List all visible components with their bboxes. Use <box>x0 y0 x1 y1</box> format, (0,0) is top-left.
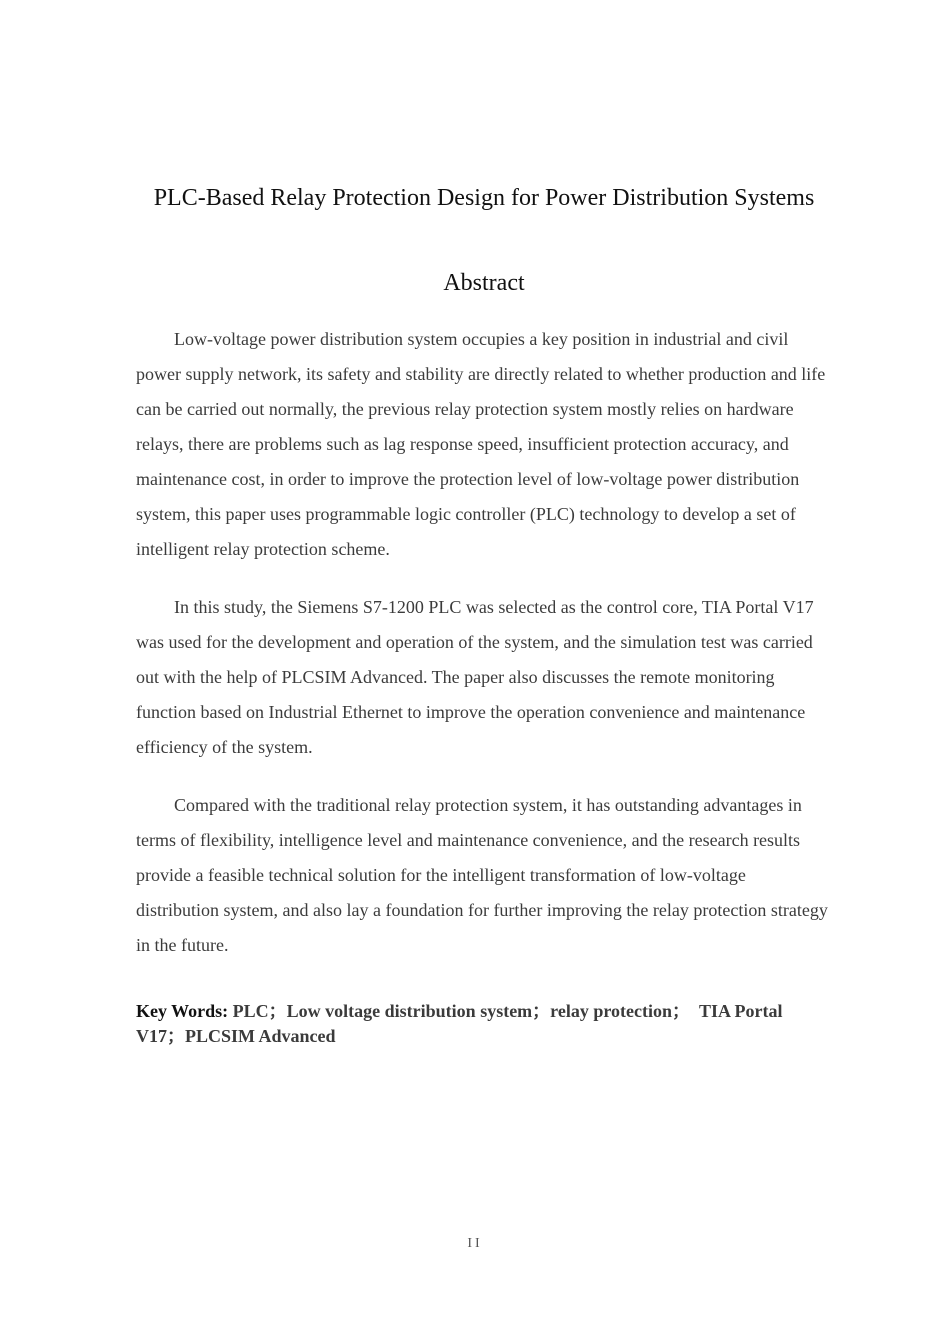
abstract-body <box>136 322 832 986</box>
document-title: PLC-Based Relay Protection Design for Power Distribution Systems <box>153 185 815 211</box>
abstract-heading: Abstract <box>443 270 525 296</box>
abstract-paragraph-3: Compared with the traditional relay protection system, it has outstanding advantages in terms of flexibility, intelligence level and maintenance convenience, and the research results provide a feasible technical solution for the intelligent transformation of low-voltage distribution system, and also lay a foundation for further improving the relay protection strategy in the future. <box>136 795 828 955</box>
keywords-label: Key Words: <box>136 1001 229 1021</box>
page-number: II <box>467 1236 483 1251</box>
abstract-paragraph-1: Low-voltage power distribution system occupies a key position in industrial and civil power supply network, its safety and stability are directly related to whether production and life can be carried out normally, the previous relay protection system mostly relies on hardware relays, there are problems such as lag response speed, insufficient protection accuracy, and maintenance cost, in order to improve the protection level of low-voltage power distribution system, this paper uses programmable logic controller (PLC) technology to develop a set of intelligent relay protection scheme. <box>136 329 826 559</box>
keywords-line <box>136 999 832 1049</box>
abstract-paragraph-2: In this study, the Siemens S7-1200 PLC was selected as the control core, TIA Portal V17 was used for the development and operation of the system, and the simulation test was carried out with the help of PLCSIM Advanced. The paper also discusses the remote monitoring function based on Industrial Ethernet to improve the operation convenience and maintenance efficiency of the system. <box>136 597 814 757</box>
keywords-list: PLC；Low voltage distribution system；relay protection； TIA Portal V17；PLCSIM Advanced <box>136 1001 783 1046</box>
